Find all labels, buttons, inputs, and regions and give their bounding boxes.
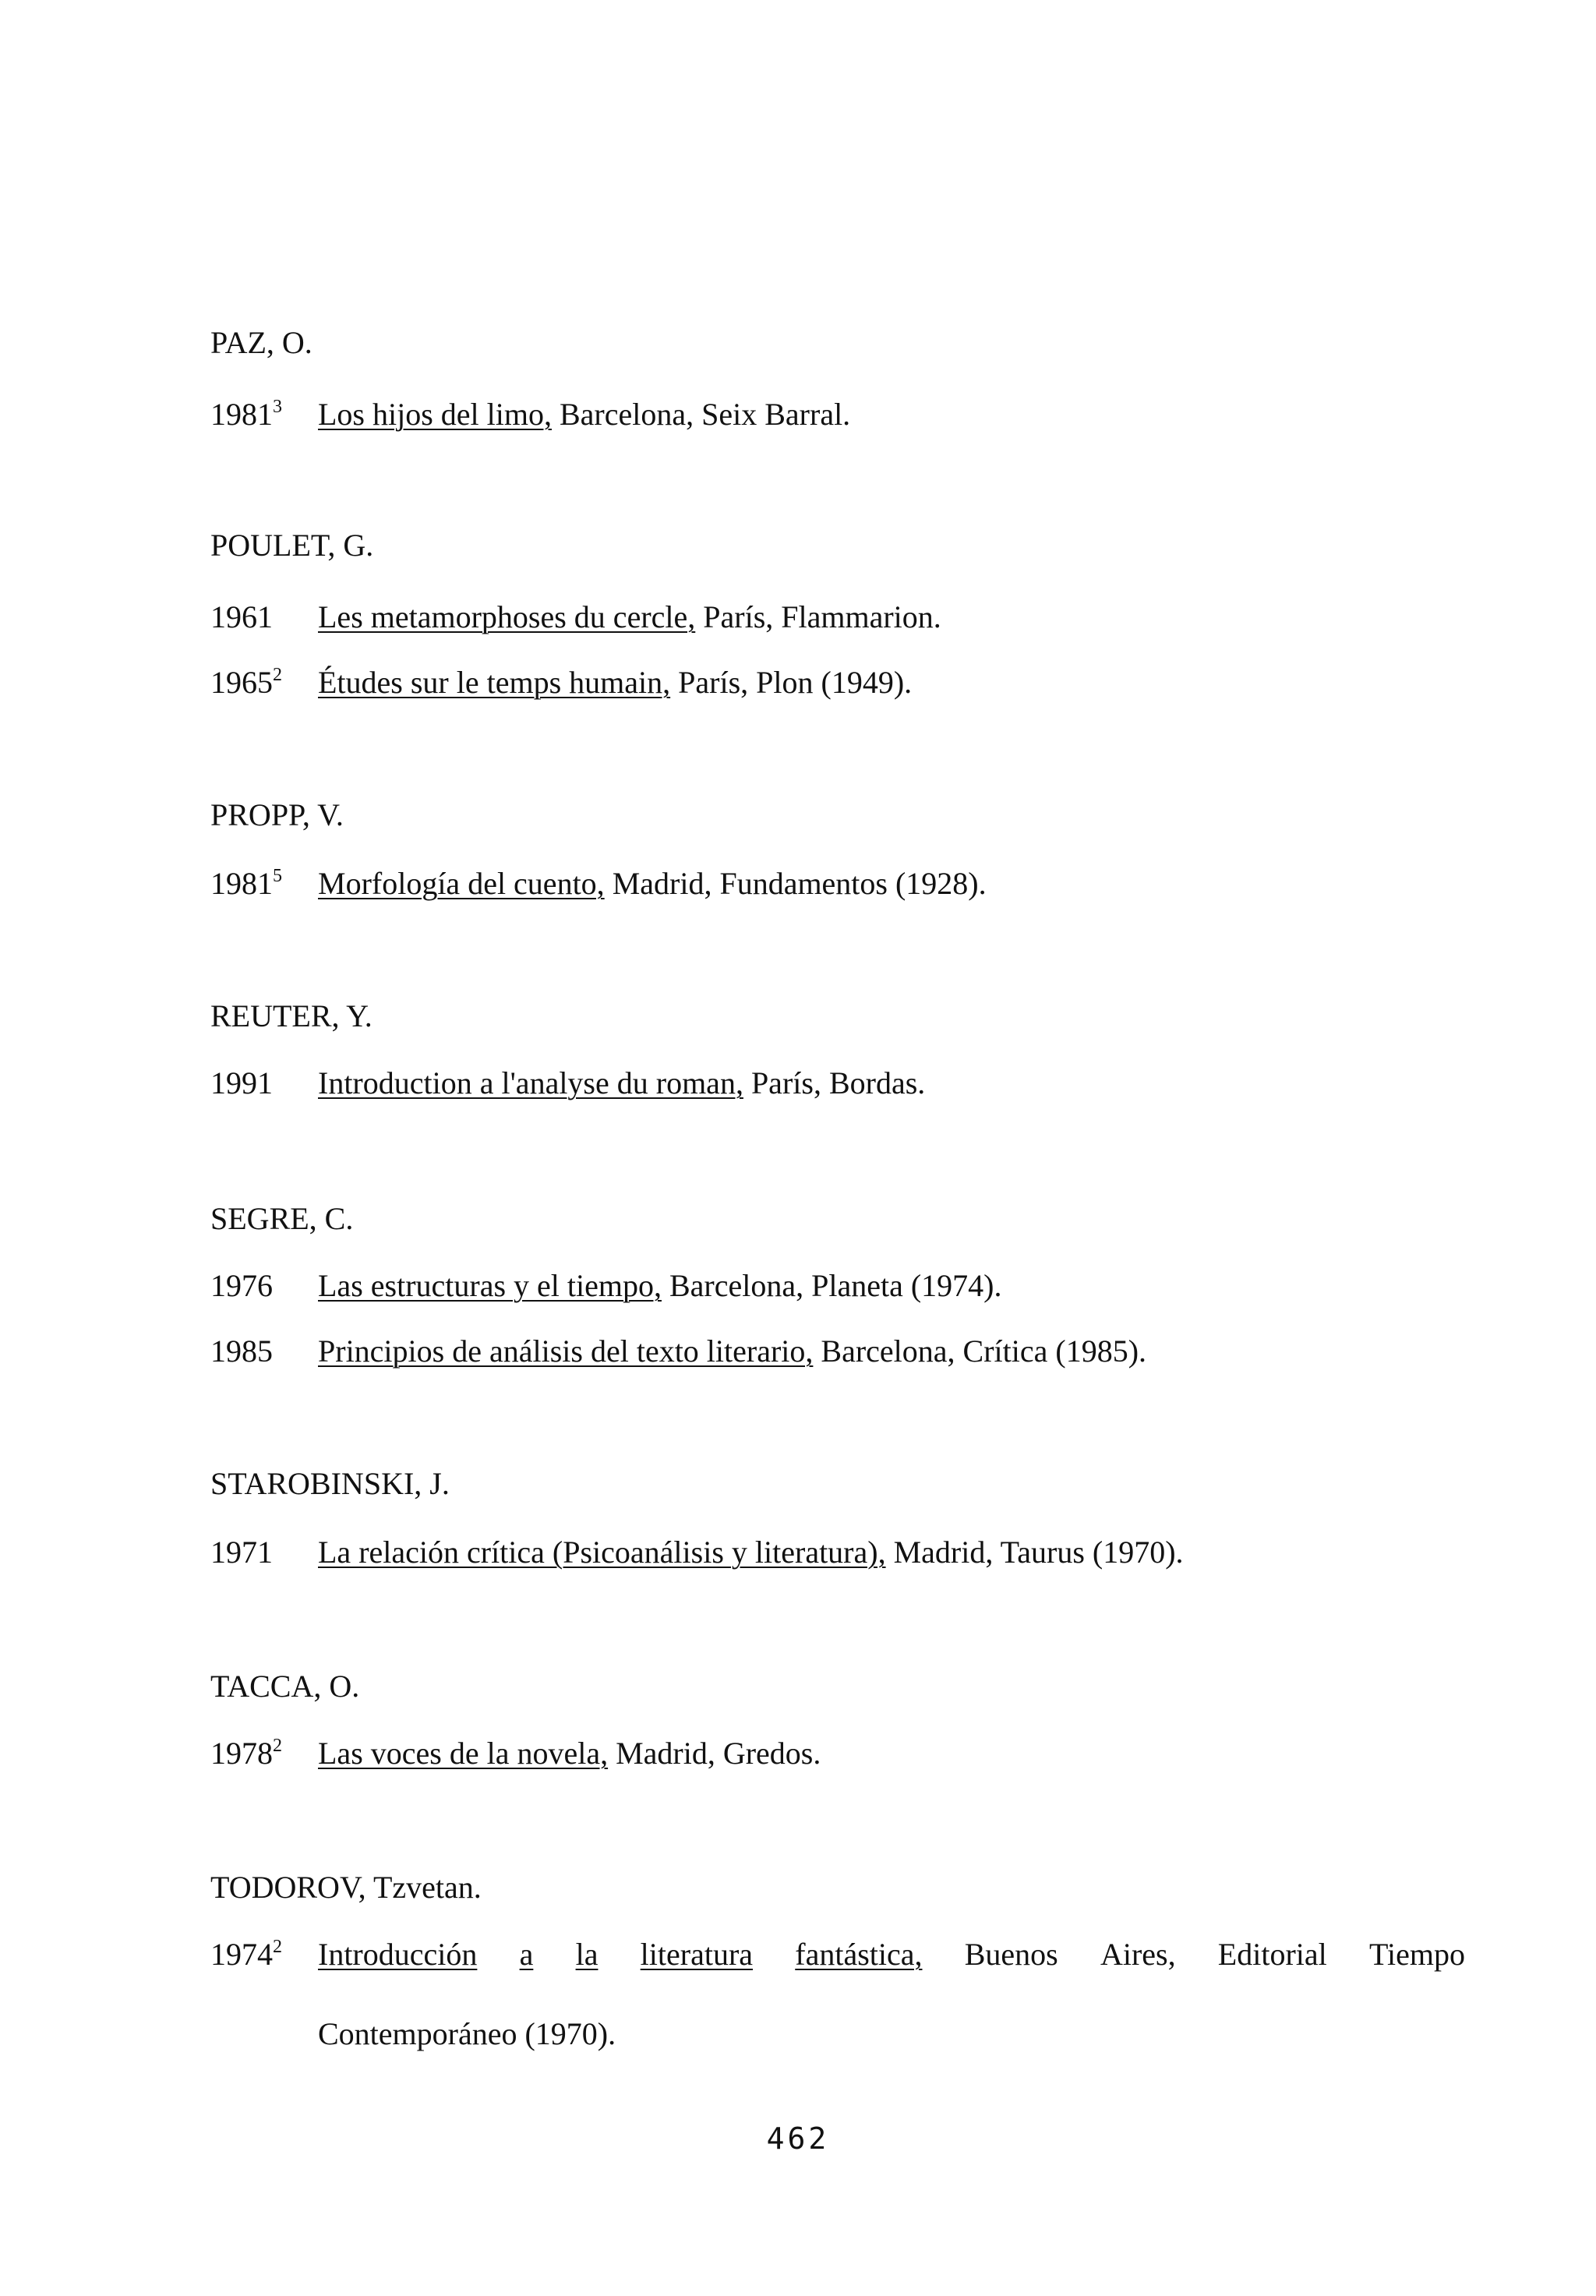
- work-title-word: literatura: [640, 1937, 754, 1972]
- author-heading: PROPP, V.: [210, 797, 344, 832]
- author-heading: STAROBINSKI, J.: [210, 1466, 450, 1501]
- work-title: Les metamorphoses du cercle,: [318, 599, 696, 634]
- work-title: Morfología del cuento,: [318, 866, 605, 901]
- publication-info-word: Buenos: [964, 1937, 1058, 1972]
- bibliography-entry: [210, 664, 912, 701]
- publication-info: Madrid, Taurus (1970).: [885, 1535, 1184, 1570]
- author-heading: SEGRE, C.: [210, 1201, 354, 1236]
- work-title: Études sur le temps humain,: [318, 665, 671, 700]
- entry-year: 1981$^3$: [210, 397, 282, 432]
- work-title: Las voces de la novela,: [318, 1736, 609, 1771]
- publication-info: París, Plon (1949).: [670, 665, 913, 700]
- entry-year: 1971: [210, 1535, 273, 1570]
- entry-year: 1965$^2$: [210, 665, 282, 700]
- entry-year: 1985: [210, 1333, 273, 1369]
- bibliography-entry: [210, 1333, 1146, 1370]
- work-title: Introduction a l'analyse du roman,: [318, 1065, 743, 1100]
- publication-info-word: Aires,: [1100, 1937, 1176, 1972]
- bibliography-entry: [210, 1936, 1465, 2053]
- entry-first-line: [210, 1936, 1465, 1973]
- publication-info: París, Bordas.: [743, 1065, 926, 1100]
- publication-info: Barcelona, Seix Barral.: [552, 397, 851, 432]
- work-title-word: la: [575, 1937, 598, 1972]
- author-heading: REUTER, Y.: [210, 998, 373, 1033]
- author-heading: POULET, G.: [210, 528, 374, 563]
- work-title-word: Introducción: [318, 1937, 478, 1972]
- entry-justified-text: [318, 1936, 1465, 1973]
- entry-year: 1991: [210, 1065, 273, 1100]
- publication-info-word: Tiempo: [1368, 1937, 1465, 1972]
- publication-info: París, Flammarion.: [695, 599, 941, 634]
- work-title: La relación crítica (Psicoanálisis y literatura),: [318, 1535, 886, 1570]
- entry-year: 1976: [210, 1268, 273, 1303]
- author-heading: PAZ, O.: [210, 325, 312, 360]
- entry-year: 1981$^5$: [210, 866, 282, 901]
- publication-info: Madrid, Fundamentos (1928).: [604, 866, 987, 901]
- publication-info: Barcelona, Crítica (1985).: [813, 1333, 1147, 1369]
- publication-info-word: Editorial: [1217, 1937, 1327, 1972]
- entry-year: 1978$^2$: [210, 1736, 282, 1771]
- work-title-word: a: [519, 1937, 534, 1972]
- work-title: Los hijos del limo,: [318, 397, 552, 432]
- entry-year: 1961: [210, 599, 273, 634]
- entry-continuation: Contemporáneo (1970).: [318, 2016, 616, 2051]
- author-heading: TACCA, O.: [210, 1669, 360, 1704]
- bibliography-entry: [210, 1735, 821, 1772]
- bibliography-entry: [210, 1065, 925, 1102]
- bibliography-entry: [210, 1267, 1002, 1305]
- publication-info: Barcelona, Planeta (1974).: [661, 1268, 1002, 1303]
- work-title: Principios de análisis del texto literario,: [318, 1333, 814, 1369]
- entry-year: 1974$^2$: [210, 1937, 282, 1972]
- bibliography-entry: [210, 1534, 1184, 1571]
- work-title-word: fantástica,: [795, 1937, 923, 1972]
- bibliography-entry: [210, 865, 987, 903]
- page-number: 462: [766, 2121, 830, 2156]
- work-title: Las estructuras y el tiempo,: [318, 1268, 662, 1303]
- bibliography-entry: [210, 599, 941, 636]
- bibliography-entry: [210, 396, 850, 433]
- publication-info: Madrid, Gredos.: [608, 1736, 821, 1771]
- author-heading: TODOROV, Tzvetan.: [210, 1870, 482, 1905]
